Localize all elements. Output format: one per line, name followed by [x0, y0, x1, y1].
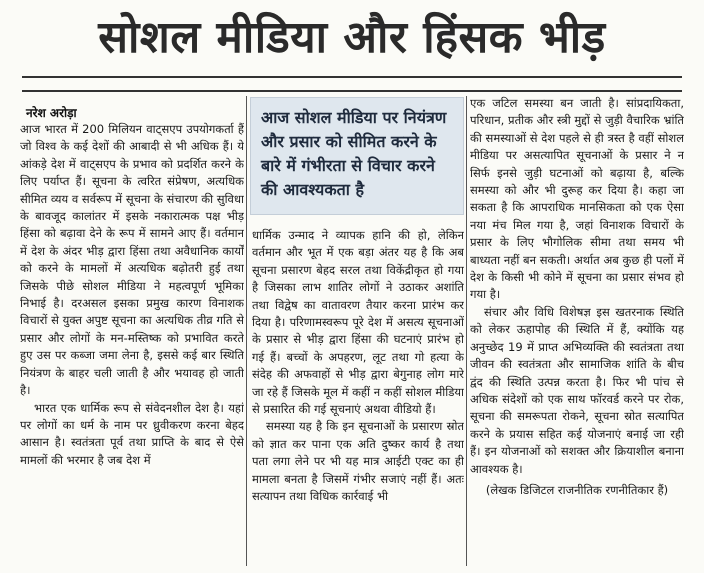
article-column-1	[20, 121, 244, 569]
article-column-2	[252, 227, 464, 532]
headline-rule-top	[22, 76, 682, 78]
column2-paragraph-1: धार्मिक उन्माद ने व्यापक हानि की हो, लेकिन वर्तमान और भूत में एक बड़ा अंतर यह है कि अब सूचना प्रसारण बेहद सरल तथा विकेंद्रीकृत हो गया है जिसका लाभ शातिर लोगों ने उठाकर अशांति तथा विद्वेष का वातावरण तैयार करना प्रारंभ कर दिया है। परिणामस्वरूप पूरे देश में असत्य सूचनाओं के प्रसार से भीड़ द्वारा हिंसा की घटनाएं प्रारंभ हो गई हैं। बच्चों के अपहरण, लूट तथा गो हत्या के संदेह की अफवाहों से भीड़ द्वारा बेगुनाह लोग मारे जा रहे हैं जिसके मूल में कहीं न कहीं सोशल मीडिया से प्रसारित की गई सूचनाएं अथवा वीडियो हैं।	[252, 228, 464, 417]
headline: सोशल मीडिया और हिंसक भीड़	[98, 12, 606, 63]
author-byline: नरेश अरोड़ा	[26, 106, 77, 120]
column-divider-1	[246, 96, 247, 566]
column1-paragraph-1: आज भारत में 200 मिलियन वाट्सएप उपयोगकर्ता हैं जो विश्व के कई देशों की आबादी से भी अधिक हैं। ये आंकड़े देश में वाट्सएप के प्रभाव को प्रदर्शित करने के लिए पर्याप्त हैं। सूचना के त्वरित संप्रेषण, अत्यधिक सीमित व्यय व सर्वरूप में सूचना के संचारण की सुविधा के बावजूद कालांतर में इसके नकारात्मक पक्ष भीड़ हिंसा को बढ़ावा देने के रूप में सामने आए हैं। वर्तमान में देश के अंदर भीड़ द्वारा हिंसा तथा अवैधानिक कार्यों को करने के मामलों में अत्यधिक बढ़ोतरी हुई तथा जिसके पीछे सोशल मीडिया ने महत्वपूर्ण भूमिका निभाई है। दरअसल इसका प्रमुख कारण विनाशक विचारों से युक्त अपुष्ट सूचना का अत्यधिक तीव्र गति से प्रसार और लोगों के मन-मस्तिष्क को प्रभावित करते हुए उस पर कब्जा जमा लेना है, इससे कई बार स्थिति नियंत्रण के बाहर चली जाती है और भयावह हो जाती है।	[20, 122, 244, 398]
column3-paragraph-2: संचार और विधि विशेषज्ञ इस खतरनाक स्थिति को लेकर ऊहापोह की स्थिति में हैं, क्योंकि यह अनुच्छेद 19 में प्राप्त अभिव्यक्ति की स्वतंत्रता तथा जीवन की स्वतंत्रता और सामाजिक शांति के बीच द्वंद की स्थिति उत्पन्न करता है। फिर भी पांच से अधिक संदेशों को एक साथ फॉरवर्ड करने पर रोक, सूचना की समरूपता रोकने, सूचना स्रोत सत्यापित करने के प्रयास सहित कई योजनाएं बनाई जा रही हैं। इन योजनाओं को सशक्त और क्रियाशील बनाना आवश्यक है।	[470, 304, 684, 476]
author-credit: (लेखक डिजिटल राजनीतिक रणनीतिकार हैं)	[485, 482, 669, 497]
column2-paragraph-2: समस्या यह है कि इन सूचनाओं के प्रसारण स्रोत को ज्ञात कर पाना एक अति दुष्कर कार्य है तथा पता लगा लेने पर भी यह मात्र आईटी एक्ट का ही मामला बनता है जिसमें गंभीर सजाएं नहीं हैं। अतः सत्यापन तथा विधिक कार्रवाई भी	[252, 419, 464, 504]
article-column-3	[470, 95, 684, 565]
column1-paragraph-2: भारत एक धार्मिक रूप से संवेदनशील देश है। यहां पर लोगों का धर्म के नाम पर ध्रुवीकरण करना बेहद आसान है। स्वतंत्रता पूर्व तथा प्राप्ति के बाद से ऐसे मामलों की भरमार है जब देश में	[20, 400, 244, 467]
column3-paragraph-1: एक जटिल समस्या बन जाती है। सांप्रदायिकता, परिधान, प्रतीक और स्त्री मुद्दों से जुड़ी वैचारिक भ्रांति की समस्याओं से देश पहले से ही त्रस्त है वहीं सोशल मीडिया पर असत्यापित सूचनाओं के प्रसार ने न सिर्फ इनसे जुड़ी घटनाओं को बढ़ाया है, बल्कि समस्या को और भी दुरूह कर दिया है। कहा जा सकता है कि आपराधिक मानसिकता को एक ऐसा नया मंच मिल गया है, जहां विनाशक विचारों के प्रसार के लिए भौगोलिक सीमा तथा समय भी बाध्यता नहीं बन सकती। अर्थात अब कुछ ही पलों में देश के किसी भी कोने में सूचना का प्रसार संभव हो गया है।	[470, 96, 684, 302]
column-divider-2	[466, 96, 467, 566]
headline-rule-bottom	[22, 90, 682, 92]
pull-quote: आज सोशल मीडिया पर नियंत्रण और प्रसार को सीमित करने के बारे में गंभीरता से विचार करने की आवश्यकता है	[250, 97, 464, 215]
